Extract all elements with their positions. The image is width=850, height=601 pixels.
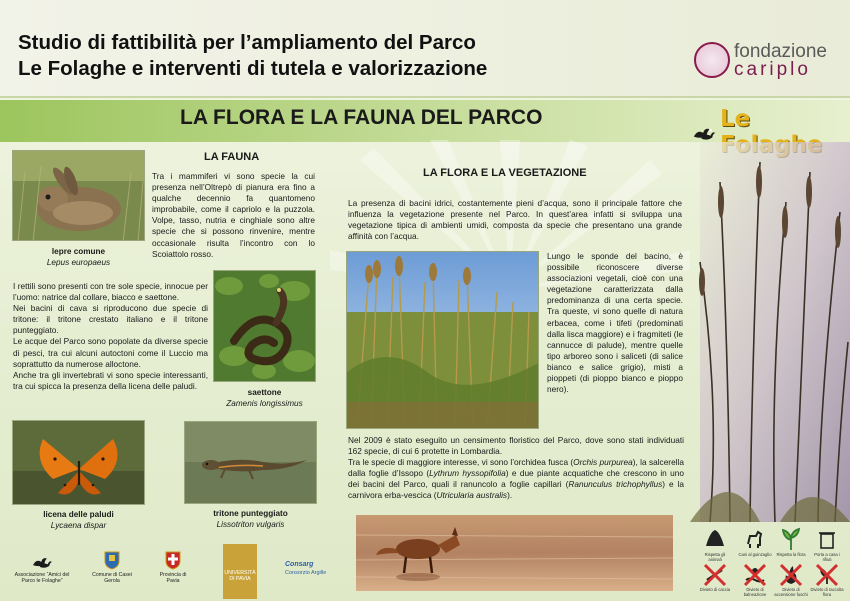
- census-text: Nel 2009 è stato eseguito un censimento floristico del Parco, dove sono stati individuati 162 specie, di cui 6 protette in Lombardia.: [348, 435, 684, 457]
- university-logo: [223, 544, 257, 599]
- cariplo-seal-icon: [694, 42, 730, 78]
- flora-heading: LA FLORA E LA VEGETAZIONE: [423, 167, 587, 179]
- rule-3-label: Rispetta la flora: [776, 552, 806, 557]
- no-swimming-icon: [742, 562, 768, 588]
- newt-common-name: tritone punteggiato: [213, 509, 288, 518]
- rule-8-label: Divieto di raccolta flora: [810, 587, 844, 597]
- no-hunting-icon: [702, 562, 728, 588]
- dog-leash-icon: [742, 526, 768, 552]
- orchis-latin: Orchis purpurea: [573, 457, 633, 468]
- snake-photo: [213, 270, 316, 382]
- fauna-invertebrates: Anche tra gli invertebrati vi sono specie interessanti, tra cui spicca la presenza della licena delle paludi.: [13, 369, 208, 391]
- species-e: ).: [507, 490, 513, 501]
- coot-bird-icon: [31, 552, 53, 570]
- snake-caption: [213, 387, 316, 409]
- fauna-newts: Nei bacini di cava si riproducono due specie di tritone: il tritone crestato italiano e il tritone punteggiato.: [13, 303, 208, 336]
- section-title: LA FLORA E LA FAUNA DEL PARCO: [180, 106, 543, 129]
- rule-5-label: Divieto di caccia: [699, 587, 731, 592]
- reeds-photo: [346, 251, 539, 429]
- hare-common-name: lepre comune: [51, 247, 106, 256]
- plant-icon: [778, 526, 804, 552]
- animals-icon: [702, 526, 728, 552]
- rule-4-label: Porta a casa i rifiuti: [814, 552, 840, 562]
- species-c: ) e due piante acquatiche che crescono in uno dei bacini del Parco, quali il ranuncolo a foglie capillari (: [348, 468, 684, 490]
- fauna-body: [13, 281, 208, 392]
- fauna-intro: Tra i mammiferi vi sono specie la cui presenza nell’Oltrepò di pianura era fino a qualche decennio fa quantomeno improbabile, come il capriolo e la puzzola. Volpe, tasso, nutria e cinghiale sono altre specie che si possono rinvenire, mentre occasionale risulta l’incontro con lo Scoiattolo rosso.: [152, 171, 315, 259]
- page-title: [18, 30, 487, 82]
- butterfly-latin-name: Lycaena dispar: [50, 521, 107, 530]
- header: [0, 0, 850, 98]
- coat-of-arms-icon: [165, 550, 181, 570]
- consarg-logo: [285, 561, 326, 577]
- butterfly-common-name: licena delle paludi: [43, 510, 114, 519]
- no-fire-icon: [778, 562, 804, 588]
- lythrum-latin: Lythrum hyssopifolia: [429, 468, 506, 479]
- fauna-reptiles: I rettili sono presenti con tre sole specie, innocue per l’uomo: natrice dal collare, biacco e saettone.: [13, 281, 208, 303]
- species-text: [348, 457, 684, 501]
- trash-icon: [814, 526, 840, 552]
- fondazione-cariplo-logo: [694, 42, 834, 80]
- hare-caption: [12, 246, 145, 268]
- comune-label: Comune di Casei Gerola: [92, 572, 132, 584]
- utricularia-latin: Utricularia australis: [436, 490, 508, 501]
- sponsor-line-2: cariplo: [734, 59, 811, 80]
- ranunculus-latin: Ranunculus trichophyllus: [568, 479, 663, 490]
- university-label: UNIVERSITÀ DI PAVIA: [224, 570, 256, 582]
- newt-photo: [184, 421, 317, 504]
- rule-7-label: Divieto di accensione fuochi: [774, 587, 808, 597]
- coat-of-arms-icon: [104, 550, 120, 570]
- consarg-label: Consarg: [285, 561, 314, 568]
- fauna-fish: Le acque del Parco sono popolate da diverse specie di pesci, tra cui alcuni autoctoni come il Luccio ma soprattutto da numerose alloctone.: [13, 336, 208, 369]
- fox-photo: [356, 515, 673, 591]
- flora-associations: Lungo le sponde del bacino, è possibile riconoscere diverse associazioni vegetali, cioè con una vegetazione caratterizzata dalla predominanza di una certa specie. Tra queste, vi sono quelle di natura erbacea, come i tifeti (predominati dalla lisca maggiore) e i fragmiteti (le cannucce di palude), mentre quelle tipo arboreo sono i saliceti (di salice bianco e salice grigio), misti a pioppeti (di pioppo bianco e pioppo nero).: [547, 251, 683, 395]
- butterfly-photo: [12, 420, 145, 505]
- fauna-heading: LA FAUNA: [204, 151, 260, 163]
- flora-census: [348, 435, 684, 502]
- sponsor-line-1: fondazione: [734, 41, 827, 62]
- no-picking-flowers-icon: [814, 562, 840, 588]
- snake-common-name: saettone: [247, 388, 282, 397]
- newt-latin-name: Lissotriton vulgaris: [216, 520, 285, 529]
- comune-logo: [92, 550, 132, 584]
- hare-latin-name: Lepus europaeus: [46, 258, 111, 267]
- hare-photo: [12, 150, 145, 241]
- brand-name: Le: [720, 106, 751, 132]
- provincia-label: Provincia di Pavia: [159, 572, 187, 584]
- flora-intro: La presenza di bacini idrici, costantemente pieni d’acqua, sono il principale fattore che influenza la vegetazione presente nel Parco. In quest’area infatti si sviluppa una vegetazione tipica di ambienti umidi, composta da specie che presentano una grande affinità con l’acqua.: [348, 198, 682, 242]
- rule-6-label: Divieto di balneazione: [743, 587, 767, 597]
- provincia-logo: [155, 550, 191, 584]
- rule-1-label: Rispetta gli animali: [704, 552, 726, 562]
- newt-caption: [184, 508, 317, 530]
- species-b: ), la salcerella dalla foglie d’Issopo (: [348, 457, 684, 479]
- title-line-2: Le Folaghe e interventi di tutela e valorizzazione: [18, 57, 488, 80]
- consarg-sub: Consorzio Argille: [285, 570, 327, 576]
- coot-bird-icon: [692, 121, 716, 143]
- snake-latin-name: Zamenis longissimus: [226, 399, 303, 408]
- butterfly-caption: [12, 509, 145, 531]
- reeds-decoration: [690, 142, 850, 522]
- species-a: Tra le specie di maggiore interesse, vi sono l’orchidea fusca (: [348, 457, 574, 468]
- assoc-label: Associazione “Amici del Parco le Folaghe”: [14, 572, 70, 584]
- species-d: ) e la carnivora erba-vescica (: [348, 479, 684, 501]
- assoc-logo: [12, 552, 72, 584]
- title-line-1: Studio di fattibilità per l’ampliamento del Parco: [18, 31, 476, 54]
- rule-2-label: Cani al guinzaglio: [738, 552, 772, 557]
